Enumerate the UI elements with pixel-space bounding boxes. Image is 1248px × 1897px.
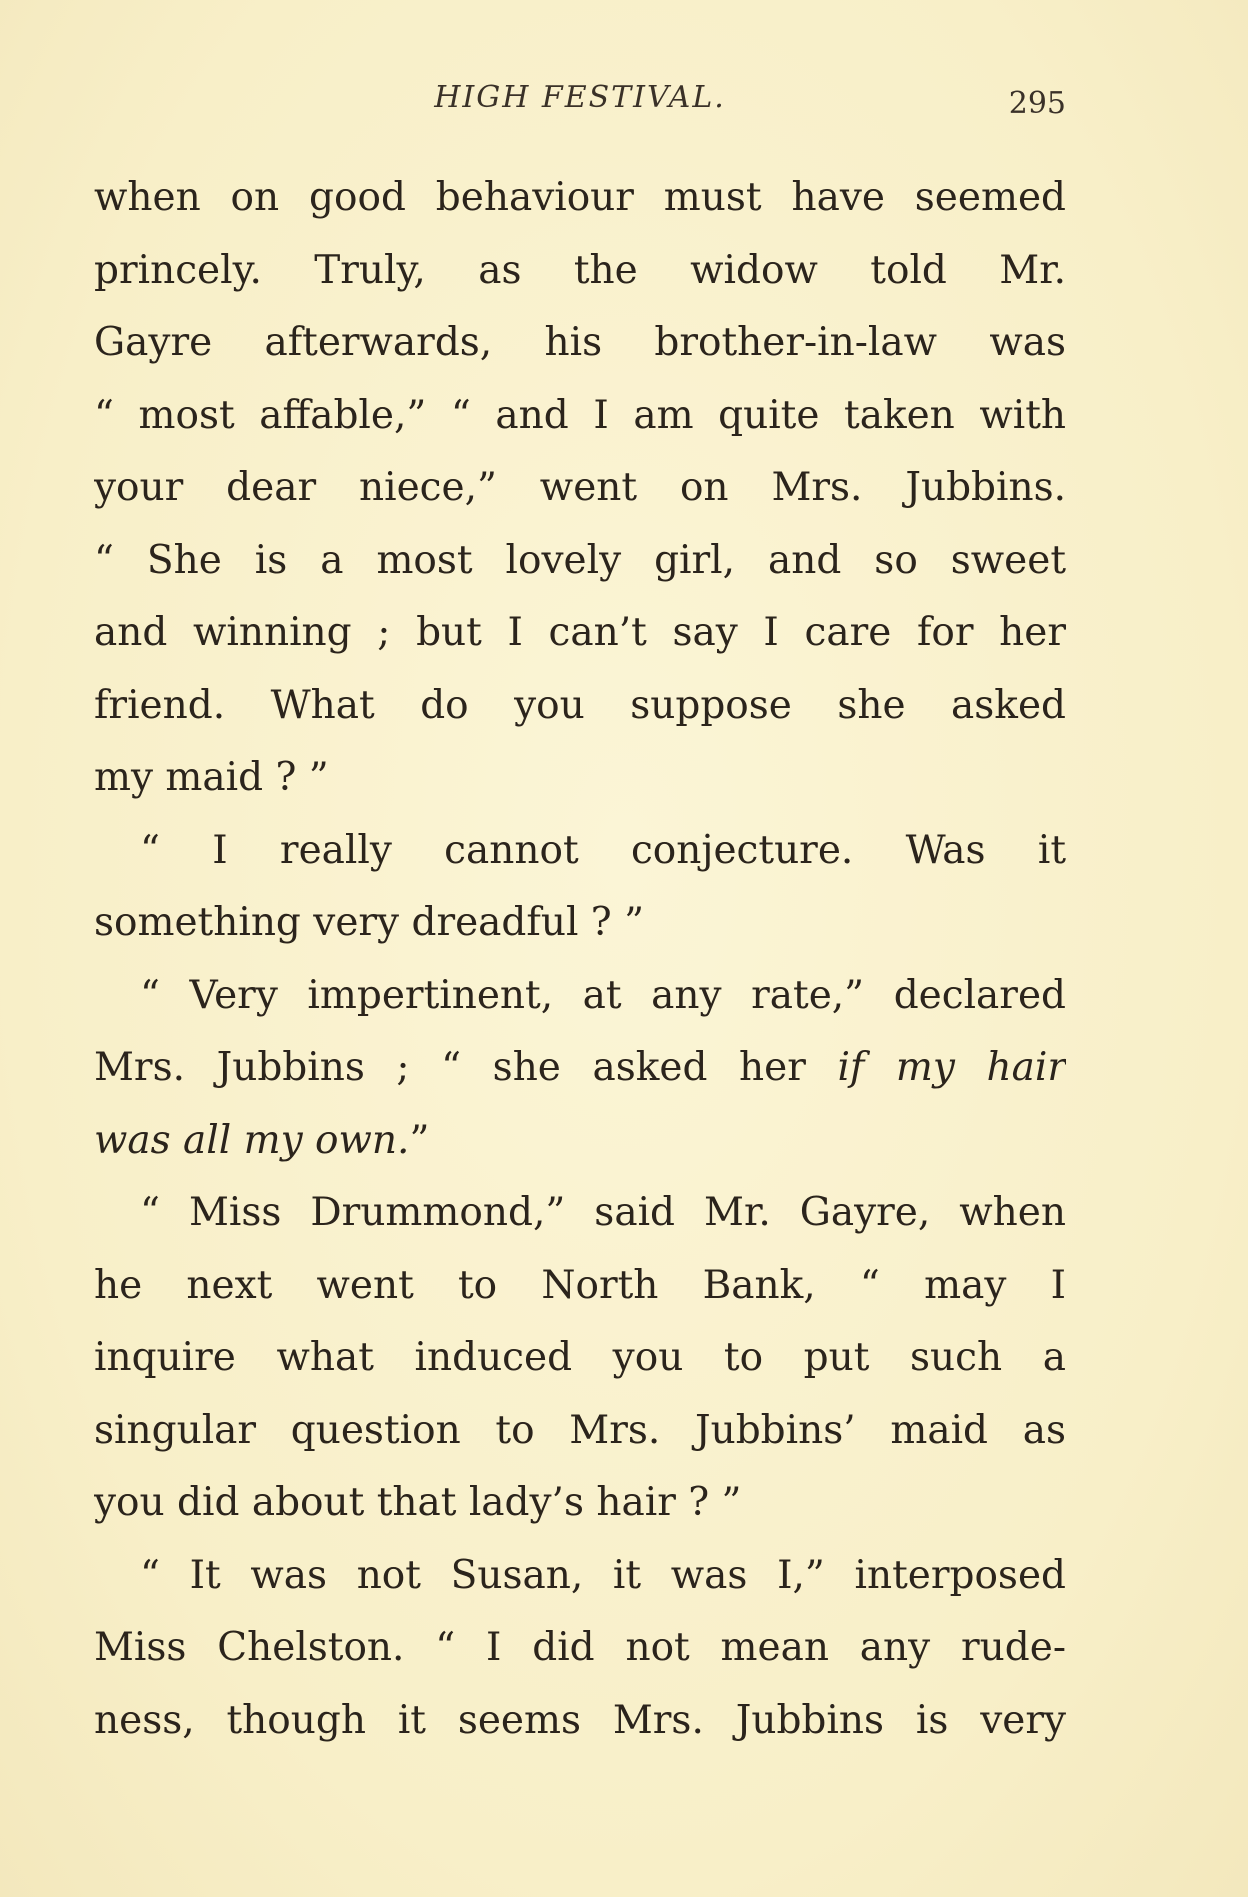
text-line: “ Miss Drummond,” said Mr. Gayre, when [140,1190,1066,1235]
text-line: when on good behaviour must have seemed [94,175,1066,220]
text-line: “ It was not Susan, it was I,” interposed [140,1552,1066,1598]
text-segment: ” [409,1117,430,1163]
running-head [94,80,1066,120]
text-line: my maid ? ” [94,755,329,800]
body-text [94,162,1066,1757]
text-line: inquire what induced you to put such a [94,1335,1066,1380]
text-line: “ most affable,” “ and I am quite taken with [94,392,1066,438]
italic-segment: if my hair [837,1045,1066,1090]
text-segment: Mrs. Jubbins ; “ she asked her [94,1045,806,1090]
text-line: something very dreadful ? ” [94,900,645,945]
text-line: you did about that lady’s hair ? ” [94,1480,742,1525]
page-number: 295 [1008,86,1066,121]
text-line-mixed [94,1032,1066,1105]
text-line: your dear niece,” went on Mrs. Jubbins. [94,465,1066,510]
text-line: and winning ; but I can’t say I care for her [94,610,1066,655]
text-line-mixed [94,1105,1066,1178]
text-line: singular question to Mrs. Jubbins’ maid as [94,1407,1066,1453]
text-line: ness, though it seems Mrs. Jubbins is very [94,1697,1066,1743]
text-line: “ Very impertinent, at any rate,” declared [140,972,1066,1018]
text-line: princely. Truly, as the widow told Mr. [94,247,1066,293]
running-head-title: HIGH FESTIVAL. [434,80,726,115]
text-line: “ I really cannot conjecture. Was it [140,827,1066,873]
text-line: Miss Chelston. “ I did not mean any rude- [94,1625,1066,1670]
text-line: he next went to North Bank, “ may I [94,1262,1066,1308]
text-line: “ She is a most lovely girl, and so sweet [94,537,1066,583]
text-line: Gayre afterwards, his brother-in-law was [94,320,1066,365]
italic-segment: was all my own. [94,1117,410,1163]
text-line: friend. What do you suppose she asked [94,682,1066,728]
